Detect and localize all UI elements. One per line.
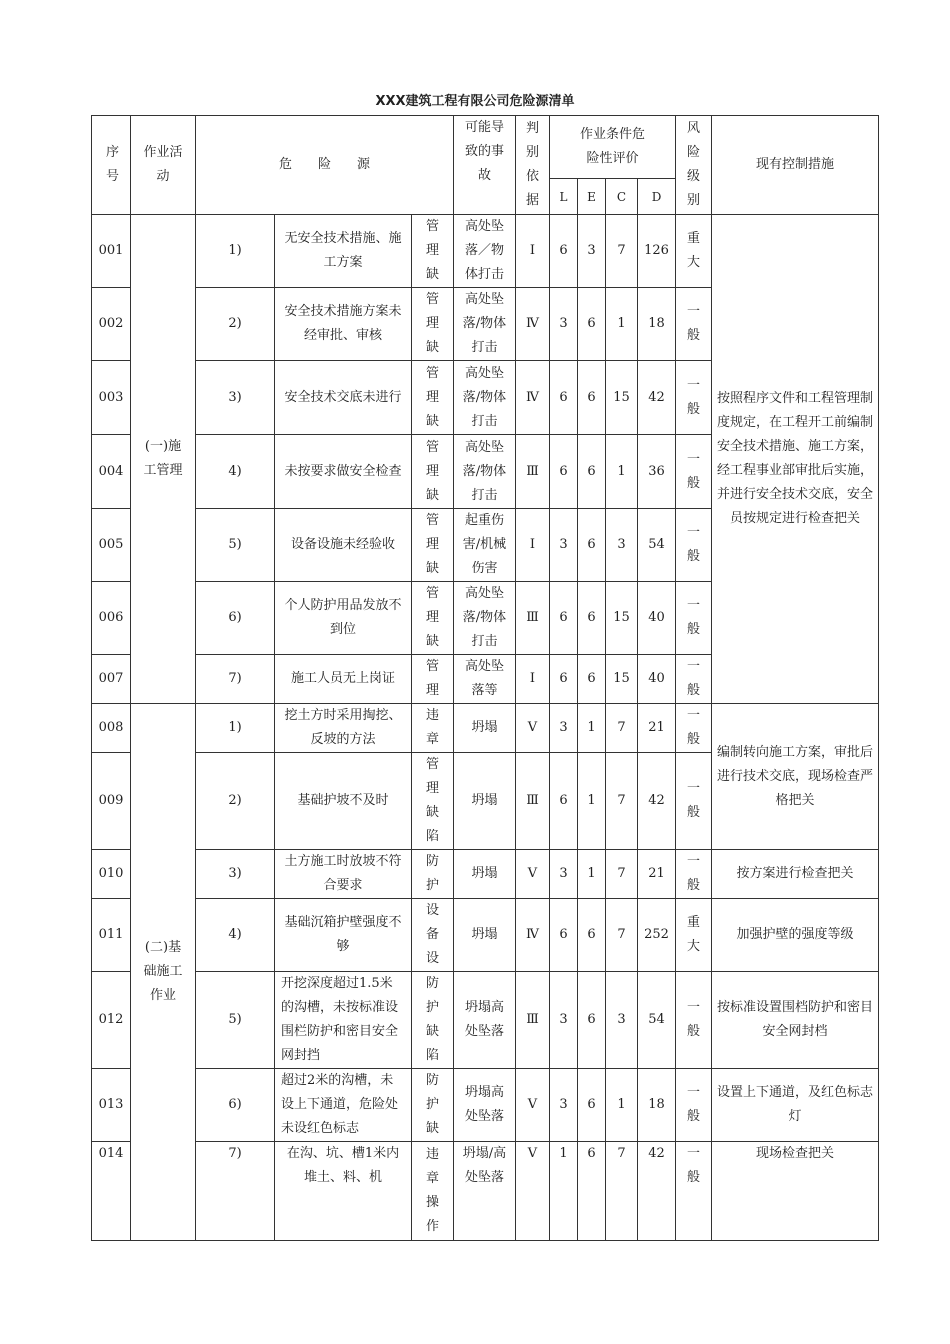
row-accident: 坍塌: [454, 704, 516, 753]
row-basis: Ⅴ: [516, 1142, 550, 1241]
row-D: 252: [638, 899, 676, 972]
row-E: 3: [578, 215, 606, 288]
header-C: C: [606, 179, 638, 215]
row-hazard: 安全技术措施方案未经审批、审核: [275, 288, 412, 361]
row-D: 36: [638, 435, 676, 509]
row-basis: Ⅰ: [516, 509, 550, 582]
row-seq: 010: [92, 850, 131, 899]
row-D: 40: [638, 582, 676, 655]
header-measures: 现有控制措施: [712, 116, 879, 215]
row-E: 6: [578, 899, 606, 972]
row-L: 6: [550, 582, 578, 655]
row-seq: 008: [92, 704, 131, 753]
row-basis: Ⅲ: [516, 582, 550, 655]
row-accident: 高处坠落/物体打击: [454, 435, 516, 509]
header-D: D: [638, 179, 676, 215]
row-D: 42: [638, 361, 676, 435]
row-hazard: 施工人员无上岗证: [275, 655, 412, 704]
row-accident: 高处坠落/物体打击: [454, 361, 516, 435]
row-seq: 005: [92, 509, 131, 582]
row-hazard: 超过2米的沟槽，未设上下通道，危险处未设红色标志: [275, 1069, 412, 1142]
table-row: [92, 899, 879, 972]
row-L: 3: [550, 509, 578, 582]
row-level: 一般: [676, 850, 712, 899]
control-measure: 按方案进行检查把关: [712, 850, 879, 899]
row-E: 6: [578, 509, 606, 582]
row-accident: 坍塌: [454, 850, 516, 899]
row-num: 5): [196, 509, 275, 582]
row-C: 1: [606, 1069, 638, 1142]
row-E: 1: [578, 850, 606, 899]
row-D: 21: [638, 850, 676, 899]
row-E: 6: [578, 1142, 606, 1241]
row-hazard: 无安全技术措施、施工方案: [275, 215, 412, 288]
row-seq: 001: [92, 215, 131, 288]
header-hazard: 危 险 源: [196, 116, 454, 215]
row-D: 40: [638, 655, 676, 704]
table-header-row: [92, 116, 879, 179]
row-E: 6: [578, 435, 606, 509]
row-accident: 高处坠落等: [454, 655, 516, 704]
row-basis: Ⅳ: [516, 288, 550, 361]
row-L: 3: [550, 972, 578, 1069]
row-class: 违章: [412, 704, 454, 753]
row-num: 4): [196, 899, 275, 972]
row-num: 6): [196, 582, 275, 655]
row-num: 7): [196, 1142, 275, 1241]
table-row: [92, 704, 879, 753]
row-L: 6: [550, 899, 578, 972]
row-level: 一般: [676, 1069, 712, 1142]
row-D: 18: [638, 288, 676, 361]
row-seq: 003: [92, 361, 131, 435]
row-seq: 014: [92, 1142, 131, 1241]
row-accident: 高处坠落／物体打击: [454, 215, 516, 288]
row-C: 7: [606, 850, 638, 899]
row-level: 一般: [676, 288, 712, 361]
row-L: 6: [550, 361, 578, 435]
row-hazard: 未按要求做安全检查: [275, 435, 412, 509]
row-num: 7): [196, 655, 275, 704]
row-accident: 坍塌: [454, 899, 516, 972]
row-D: 42: [638, 753, 676, 850]
row-L: 3: [550, 850, 578, 899]
row-seq: 011: [92, 899, 131, 972]
row-C: 15: [606, 361, 638, 435]
row-basis: Ⅴ: [516, 1069, 550, 1142]
row-accident: 起重伤害/机械伤害: [454, 509, 516, 582]
row-C: 15: [606, 655, 638, 704]
row-C: 3: [606, 972, 638, 1069]
row-level: 重大: [676, 215, 712, 288]
control-measure: 现场检查把关: [712, 1142, 879, 1241]
header-activity: 作业活动: [131, 116, 196, 215]
row-num: 2): [196, 288, 275, 361]
row-level: 一般: [676, 972, 712, 1069]
row-C: 3: [606, 509, 638, 582]
header-level: 风险级别: [676, 116, 712, 215]
row-accident: 坍塌高处坠落: [454, 972, 516, 1069]
row-L: 3: [550, 704, 578, 753]
row-level: 一般: [676, 655, 712, 704]
table-row: [92, 972, 879, 1069]
row-seq: 012: [92, 972, 131, 1069]
row-seq: 002: [92, 288, 131, 361]
row-D: 42: [638, 1142, 676, 1241]
document-title: XXX建筑工程有限公司危险源清单: [375, 94, 575, 109]
row-class: 管理缺: [412, 215, 454, 288]
row-seq: 007: [92, 655, 131, 704]
row-num: 3): [196, 850, 275, 899]
row-num: 4): [196, 435, 275, 509]
row-basis: Ⅲ: [516, 435, 550, 509]
row-L: 6: [550, 435, 578, 509]
row-L: 1: [550, 1142, 578, 1241]
row-C: 15: [606, 582, 638, 655]
control-measure-group-1: 按照程序文件和工程管理制度规定，在工程开工前编制安全技术措施、施工方案，经工程事业部审批后实施，并进行安全技术交底，安全员按规定进行检查把关: [712, 215, 879, 704]
row-class: 管理缺陷: [412, 753, 454, 850]
row-C: 7: [606, 215, 638, 288]
row-E: 6: [578, 1069, 606, 1142]
row-hazard: 开挖深度超过1.5米的沟槽，未按标准设围栏防护和密目安全网封挡: [275, 972, 412, 1069]
row-C: 7: [606, 1142, 638, 1241]
row-hazard: 基础沉箱护壁强度不够: [275, 899, 412, 972]
row-E: 6: [578, 582, 606, 655]
row-hazard: 挖土方时采用掏挖、反坡的方法: [275, 704, 412, 753]
row-hazard: 个人防护用品发放不到位: [275, 582, 412, 655]
row-level: 一般: [676, 361, 712, 435]
header-eval: 作业条件危险性评价: [550, 116, 676, 179]
row-accident: 高处坠落/物体打击: [454, 288, 516, 361]
row-L: 3: [550, 1069, 578, 1142]
row-accident: 坍塌/高处坠落: [454, 1142, 516, 1241]
row-D: 21: [638, 704, 676, 753]
row-D: 18: [638, 1069, 676, 1142]
row-D: 54: [638, 972, 676, 1069]
row-C: 1: [606, 288, 638, 361]
header-seq: 序号: [92, 116, 131, 215]
row-class: 管理缺: [412, 435, 454, 509]
control-measure: 按标准设置围档防护和密目安全网封档: [712, 972, 879, 1069]
row-class: 设备设: [412, 899, 454, 972]
row-basis: Ⅳ: [516, 899, 550, 972]
row-accident: 高处坠落/物体打击: [454, 582, 516, 655]
row-class: 防护: [412, 850, 454, 899]
row-level: 一般: [676, 1142, 712, 1241]
row-E: 1: [578, 704, 606, 753]
row-E: 6: [578, 655, 606, 704]
header-basis: 判别依据: [516, 116, 550, 215]
row-C: 1: [606, 435, 638, 509]
row-level: 一般: [676, 753, 712, 850]
row-level: 一般: [676, 509, 712, 582]
row-level: 一般: [676, 704, 712, 753]
table-row: [92, 215, 879, 288]
row-accident: 坍塌高处坠落: [454, 1069, 516, 1142]
table-row: [92, 1142, 879, 1241]
row-num: 1): [196, 215, 275, 288]
header-L: L: [550, 179, 578, 215]
row-D: 126: [638, 215, 676, 288]
row-num: 1): [196, 704, 275, 753]
row-E: 1: [578, 753, 606, 850]
row-class: 管理缺: [412, 509, 454, 582]
row-L: 6: [550, 753, 578, 850]
row-seq: 006: [92, 582, 131, 655]
row-level: 一般: [676, 435, 712, 509]
row-hazard: 基础护坡不及时: [275, 753, 412, 850]
row-C: 7: [606, 704, 638, 753]
row-L: 6: [550, 655, 578, 704]
row-E: 6: [578, 288, 606, 361]
hazard-table: [91, 115, 879, 1241]
row-class: 防护缺陷: [412, 972, 454, 1069]
row-class: 管理缺: [412, 288, 454, 361]
activity-group-2: (二)基础施工作业: [131, 704, 196, 1241]
control-measure: 编制转向施工方案，审批后进行技术交底，现场检查严格把关: [712, 704, 879, 850]
row-basis: Ⅰ: [516, 215, 550, 288]
row-basis: Ⅴ: [516, 850, 550, 899]
row-E: 6: [578, 972, 606, 1069]
row-seq: 004: [92, 435, 131, 509]
row-C: 7: [606, 899, 638, 972]
row-num: 5): [196, 972, 275, 1069]
table-row: [92, 850, 879, 899]
row-basis: Ⅴ: [516, 704, 550, 753]
header-E: E: [578, 179, 606, 215]
row-hazard: 土方施工时放坡不符合要求: [275, 850, 412, 899]
row-class: 管理: [412, 655, 454, 704]
table-row: [92, 1069, 879, 1142]
row-basis: Ⅲ: [516, 972, 550, 1069]
row-class: 违章操作: [412, 1142, 454, 1241]
row-level: 一般: [676, 582, 712, 655]
row-L: 6: [550, 215, 578, 288]
row-hazard: 在沟、坑、槽1米内堆土、料、机: [275, 1142, 412, 1241]
row-C: 7: [606, 753, 638, 850]
row-D: 54: [638, 509, 676, 582]
row-seq: 009: [92, 753, 131, 850]
row-num: 3): [196, 361, 275, 435]
control-measure: 设置上下通道，及红色标志灯: [712, 1069, 879, 1142]
row-class: 防护缺: [412, 1069, 454, 1142]
row-L: 3: [550, 288, 578, 361]
row-num: 2): [196, 753, 275, 850]
header-accident: 可能导致的事故: [454, 116, 516, 215]
row-num: 6): [196, 1069, 275, 1142]
row-seq: 013: [92, 1069, 131, 1142]
row-class: 管理缺: [412, 361, 454, 435]
row-E: 6: [578, 361, 606, 435]
row-basis: Ⅰ: [516, 655, 550, 704]
row-hazard: 安全技术交底未进行: [275, 361, 412, 435]
row-accident: 坍塌: [454, 753, 516, 850]
row-basis: Ⅳ: [516, 361, 550, 435]
row-basis: Ⅲ: [516, 753, 550, 850]
row-class: 管理缺: [412, 582, 454, 655]
activity-group-1: (一)施工管理: [131, 215, 196, 704]
row-hazard: 设备设施未经验收: [275, 509, 412, 582]
control-measure: 加强护壁的强度等级: [712, 899, 879, 972]
row-level: 重大: [676, 899, 712, 972]
